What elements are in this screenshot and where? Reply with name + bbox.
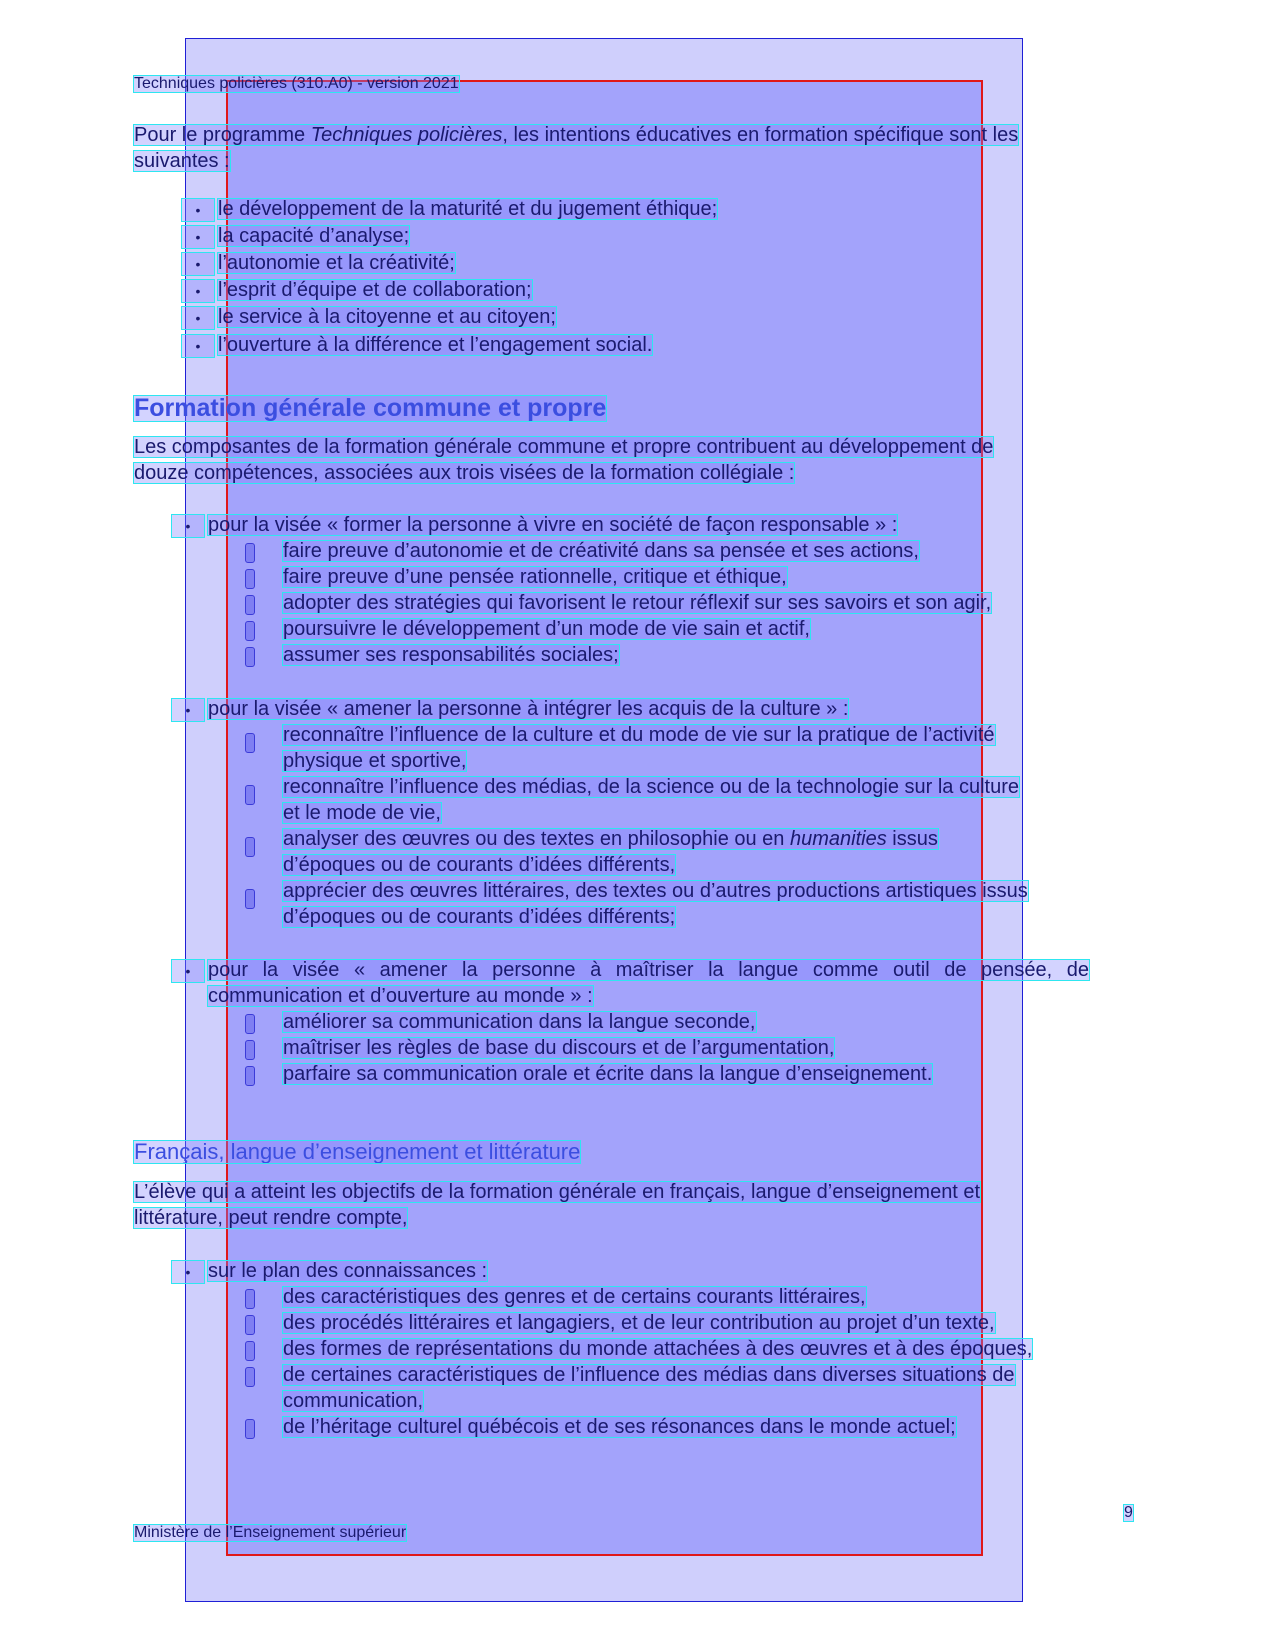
sub-bullet-marker bbox=[245, 1341, 255, 1361]
visee-item: améliorer sa communication dans la langue seconde, bbox=[283, 1011, 756, 1033]
bullet-marker: • bbox=[172, 699, 204, 721]
intro-line-2: suivantes : bbox=[134, 150, 230, 172]
connaissances-item: des procédés littéraires et langagiers, et de leur contribution au projet d’un texte, bbox=[283, 1312, 995, 1334]
intent-item: l’esprit d’équipe et de collaboration; bbox=[218, 279, 532, 301]
visee-label: pour la visée « former la personne à vivre en société de façon responsable » : bbox=[208, 514, 898, 536]
connaissances-item: des caractéristiques des genres et de certains courants littéraires, bbox=[283, 1286, 866, 1308]
intent-item: l’ouverture à la différence et l’engagement social. bbox=[218, 334, 653, 356]
bullet-marker: • bbox=[172, 960, 204, 982]
section2-para-line-2: littérature, peut rendre compte, bbox=[134, 1207, 408, 1229]
section1-para-line-1: Les composantes de la formation générale commune et propre contribuent au développement de bbox=[134, 436, 994, 458]
sub-bullet-marker bbox=[245, 889, 255, 909]
visee-label-continued: communication et d’ouverture au monde » : bbox=[208, 985, 593, 1007]
sub-bullet-marker bbox=[245, 569, 255, 589]
visee-item: poursuivre le développement d’un mode de vie sain et actif, bbox=[283, 618, 810, 640]
visee-item-italic: humanities bbox=[789, 828, 887, 850]
visee-item-text: analyser des œuvres ou des textes en philosophie ou en bbox=[283, 828, 790, 850]
connaissances-item: des formes de représentations du monde attachées à des œuvres et à des époques, bbox=[283, 1338, 1033, 1360]
bullet-marker: • bbox=[182, 335, 214, 357]
intent-item: la capacité d’analyse; bbox=[218, 225, 410, 247]
sub-bullet-marker bbox=[245, 837, 255, 857]
visee-item: reconnaître l’influence de la culture et du mode de vie sur la pratique de l’activité bbox=[283, 724, 995, 746]
visee-item-continued: d’époques ou de courants d’idées différents, bbox=[283, 854, 676, 876]
section2-para-line-1: L’élève qui a atteint les objectifs de la formation générale en français, langue d’enseignement et bbox=[134, 1181, 981, 1203]
sub-bullet-marker bbox=[245, 1066, 255, 1086]
intent-item: le développement de la maturité et du jugement éthique; bbox=[218, 198, 718, 220]
bullet-marker: • bbox=[182, 199, 214, 221]
sub-bullet-marker bbox=[245, 621, 255, 641]
connaissances-item: de certaines caractéristiques de l’influence des médias dans diverses situations de bbox=[283, 1364, 1015, 1386]
visee-item: adopter des stratégies qui favorisent le retour réflexif sur ses savoirs et son agir, bbox=[283, 592, 992, 614]
sub-bullet-marker bbox=[245, 1315, 255, 1335]
section1-para-line-2: douze compétences, associées aux trois visées de la formation collégiale : bbox=[134, 462, 795, 484]
sub-bullet-marker bbox=[245, 543, 255, 563]
intent-item: l’autonomie et la créativité; bbox=[218, 252, 455, 274]
visee-label: pour la visée « amener la personne à maîtriser la langue comme outil de pensée, de bbox=[208, 959, 1089, 981]
connaissances-item: de l’héritage culturel québécois et de ses résonances dans le monde actuel; bbox=[283, 1416, 956, 1438]
visee-label: pour la visée « amener la personne à intégrer les acquis de la culture » : bbox=[208, 698, 849, 720]
visee-item: assumer ses responsabilités sociales; bbox=[283, 644, 619, 666]
visee-item-continued: physique et sportive, bbox=[283, 750, 467, 772]
bullet-marker: • bbox=[182, 307, 214, 329]
sub-bullet-marker bbox=[245, 595, 255, 615]
visee-item bbox=[283, 829, 938, 849]
sub-bullet-marker bbox=[245, 1289, 255, 1309]
page-number: 9 bbox=[1124, 1504, 1133, 1521]
visee-item: maîtriser les règles de base du discours et de l’argumentation, bbox=[283, 1037, 835, 1059]
sub-bullet-marker bbox=[245, 1014, 255, 1034]
visee-item: apprécier des œuvres littéraires, des textes ou d’autres productions artistiques issus bbox=[283, 880, 1028, 902]
visee-item: faire preuve d’autonomie et de créativité dans sa pensée et ses actions, bbox=[283, 540, 919, 562]
intro-text-end: , les intentions éducatives en formation spécifique sont les bbox=[502, 124, 1019, 146]
intro-program-name: Techniques policières bbox=[310, 124, 503, 146]
sub-bullet-marker bbox=[245, 1040, 255, 1060]
bullet-marker: • bbox=[182, 280, 214, 302]
bullet-marker: • bbox=[172, 1261, 204, 1283]
footer-ministry: Ministère de l’Enseignement supérieur bbox=[134, 1524, 407, 1541]
bullet-marker: • bbox=[172, 515, 204, 537]
visee-item-text-end: issus bbox=[886, 828, 938, 850]
visee-item-continued: d’époques ou de courants d’idées différents; bbox=[283, 906, 676, 928]
bullet-marker: • bbox=[182, 253, 214, 275]
page-header: Techniques policières (310.A0) - version 2021 bbox=[134, 75, 459, 92]
visee-item-continued: et le mode de vie, bbox=[283, 802, 441, 824]
connaissances-label: sur le plan des connaissances : bbox=[208, 1260, 488, 1282]
visee-item: faire preuve d’une pensée rationnelle, critique et éthique, bbox=[283, 566, 787, 588]
intro-line-1 bbox=[134, 125, 1018, 145]
sub-bullet-marker bbox=[245, 733, 255, 753]
sub-bullet-marker bbox=[245, 1367, 255, 1387]
connaissances-item-continued: communication, bbox=[283, 1390, 424, 1412]
section-heading-formation-generale: Formation générale commune et propre bbox=[134, 394, 607, 422]
intro-text-start: Pour le programme bbox=[134, 124, 311, 146]
intent-item: le service à la citoyenne et au citoyen; bbox=[218, 306, 556, 328]
visee-item: reconnaître l’influence des médias, de la science ou de la technologie sur la culture bbox=[283, 776, 1019, 798]
visee-item: parfaire sa communication orale et écrite dans la langue d’enseignement. bbox=[283, 1063, 933, 1085]
sub-bullet-marker bbox=[245, 647, 255, 667]
bullet-marker: • bbox=[182, 226, 214, 248]
sub-bullet-marker bbox=[245, 1419, 255, 1439]
section-heading-francais: Français, langue d’enseignement et littérature bbox=[134, 1139, 581, 1164]
sub-bullet-marker bbox=[245, 785, 255, 805]
